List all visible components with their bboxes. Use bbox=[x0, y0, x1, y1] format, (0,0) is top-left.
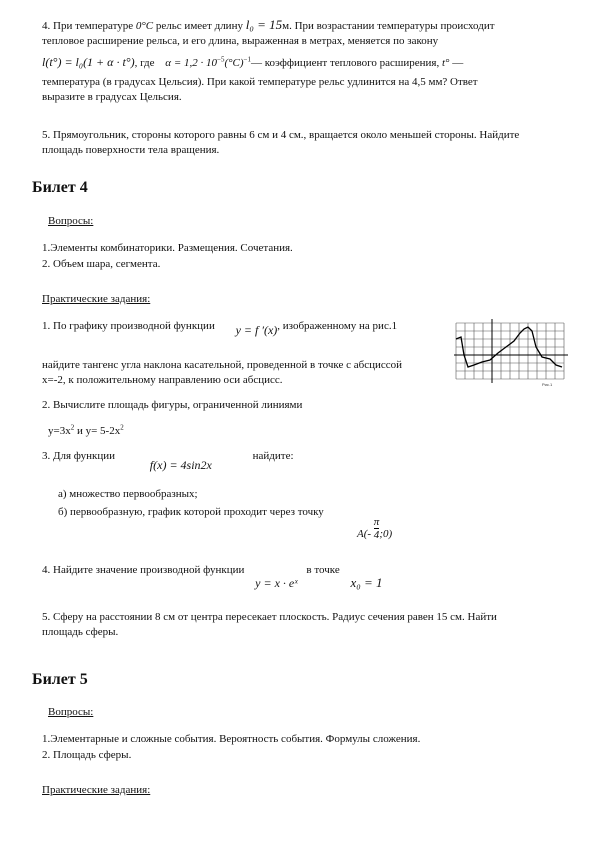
graph-grid bbox=[456, 323, 564, 379]
alpha-unit: (°С) bbox=[224, 57, 244, 69]
graph-caption: Рис.1 bbox=[542, 382, 553, 387]
derivative-formula: y = f ′(x) bbox=[235, 323, 278, 337]
unit-exponent: −1 bbox=[243, 55, 251, 64]
task-4-line-1 bbox=[42, 561, 383, 590]
text: 4. Найдите значение производной функции bbox=[42, 564, 245, 576]
task-3-item-a: а) множество первообразных; bbox=[58, 488, 198, 500]
derivative-graph bbox=[452, 317, 572, 387]
problem-4-line-5: выразите в градусах Цельсия. bbox=[42, 91, 182, 103]
text: найдите: bbox=[252, 450, 294, 462]
question-2: 2. Площадь сферы. bbox=[42, 749, 132, 761]
text: м. При возрастании температуры происходит bbox=[282, 20, 495, 32]
task-5-line-1: 5. Сферу на расстоянии 8 см от центра пересекает плоскость. Радиус сечения равен 15 см. Найти bbox=[42, 611, 497, 623]
task-3-line-1 bbox=[42, 448, 294, 472]
text: ;0) bbox=[379, 528, 393, 541]
task-2-equations bbox=[48, 424, 124, 439]
ticket-5-heading: Билет 5 bbox=[32, 671, 88, 688]
text: A(- bbox=[357, 528, 372, 541]
questions-label: Вопросы: bbox=[48, 706, 94, 718]
questions-label: Вопросы: bbox=[48, 215, 94, 227]
alpha-formula: α = 1,2 · 10 bbox=[165, 57, 217, 69]
point-x0: x₀ = 1 bbox=[350, 575, 383, 590]
text: рельс имеет длину bbox=[155, 20, 243, 32]
task-3-item-b: б) первообразную, график которой проходит через точку bbox=[58, 506, 324, 518]
text: в точке bbox=[306, 564, 340, 576]
initial-length-formula: l₀ = 15 bbox=[245, 17, 283, 32]
practice-label: Практические задания: bbox=[42, 784, 151, 796]
text: 1. По графику производной функции bbox=[42, 320, 215, 332]
question-2: 2. Объем шара, сегмента. bbox=[42, 258, 161, 270]
exponent: 2 bbox=[70, 423, 75, 432]
function-formula: f(x) = 4sin2x bbox=[149, 458, 212, 472]
problem-4-line-1 bbox=[42, 17, 495, 34]
equation-1: y=3x bbox=[48, 425, 71, 437]
point-a bbox=[357, 516, 392, 541]
task-1-line-3: x=-2, к положительному направлению оси абсцисс. bbox=[42, 374, 283, 386]
exponent: 2 bbox=[120, 423, 124, 432]
zero-degrees: 0°С bbox=[135, 20, 154, 32]
problem-4-line-4: температура (в градусах Цельсия). При какой температуре рельс удлинится на 4,5 мм? Ответ bbox=[42, 76, 478, 88]
length-law-formula: l(t°) = l₀(1 + α · t°) bbox=[42, 55, 135, 69]
question-1: 1.Элементарные и сложные события. Вероятность события. Формулы сложения. bbox=[42, 733, 421, 745]
task-2-line-1: 2. Вычислите площадь фигуры, ограниченной линиями bbox=[42, 399, 303, 411]
equation-2: и y= 5-2x bbox=[74, 425, 121, 437]
question-1: 1.Элементы комбинаторики. Размещения. Сочетания. bbox=[42, 242, 293, 254]
problem-5-line-1: 5. Прямоугольник, стороны которого равны 6 см и 4 см., вращается около меньшей стороны. Найдите bbox=[42, 129, 520, 141]
ticket-4-heading: Билет 4 bbox=[32, 179, 88, 196]
task-1-line-1 bbox=[42, 318, 398, 337]
alpha-exponent: −5 bbox=[217, 55, 225, 64]
problem-5-line-2: площадь поверхности тела вращения. bbox=[42, 144, 220, 156]
function-formula: y = x · eˣ bbox=[255, 576, 298, 590]
practice-label: Практические задания: bbox=[42, 293, 151, 305]
text: 4. При температуре bbox=[42, 20, 134, 32]
text: — коэффициент теплового расширения, bbox=[250, 57, 440, 69]
task-5-line-2: площадь сферы. bbox=[42, 626, 119, 638]
dash: — bbox=[452, 57, 464, 69]
temperature-symbol: t° bbox=[441, 57, 450, 69]
text: , где bbox=[134, 57, 155, 69]
problem-4-line-3 bbox=[42, 55, 463, 71]
problem-4-line-2: тепловое расширение рельса, и его длина, выраженная в метрах, меняется по закону bbox=[42, 35, 439, 47]
text: , изображенному на рис.1 bbox=[277, 320, 398, 332]
text: 3. Для функции bbox=[42, 450, 116, 462]
numerator: π bbox=[373, 516, 380, 528]
denominator: 4 bbox=[373, 529, 380, 541]
task-1-line-2: найдите тангенс угла наклона касательной, проведенной в точке с абсциссой bbox=[42, 359, 403, 371]
